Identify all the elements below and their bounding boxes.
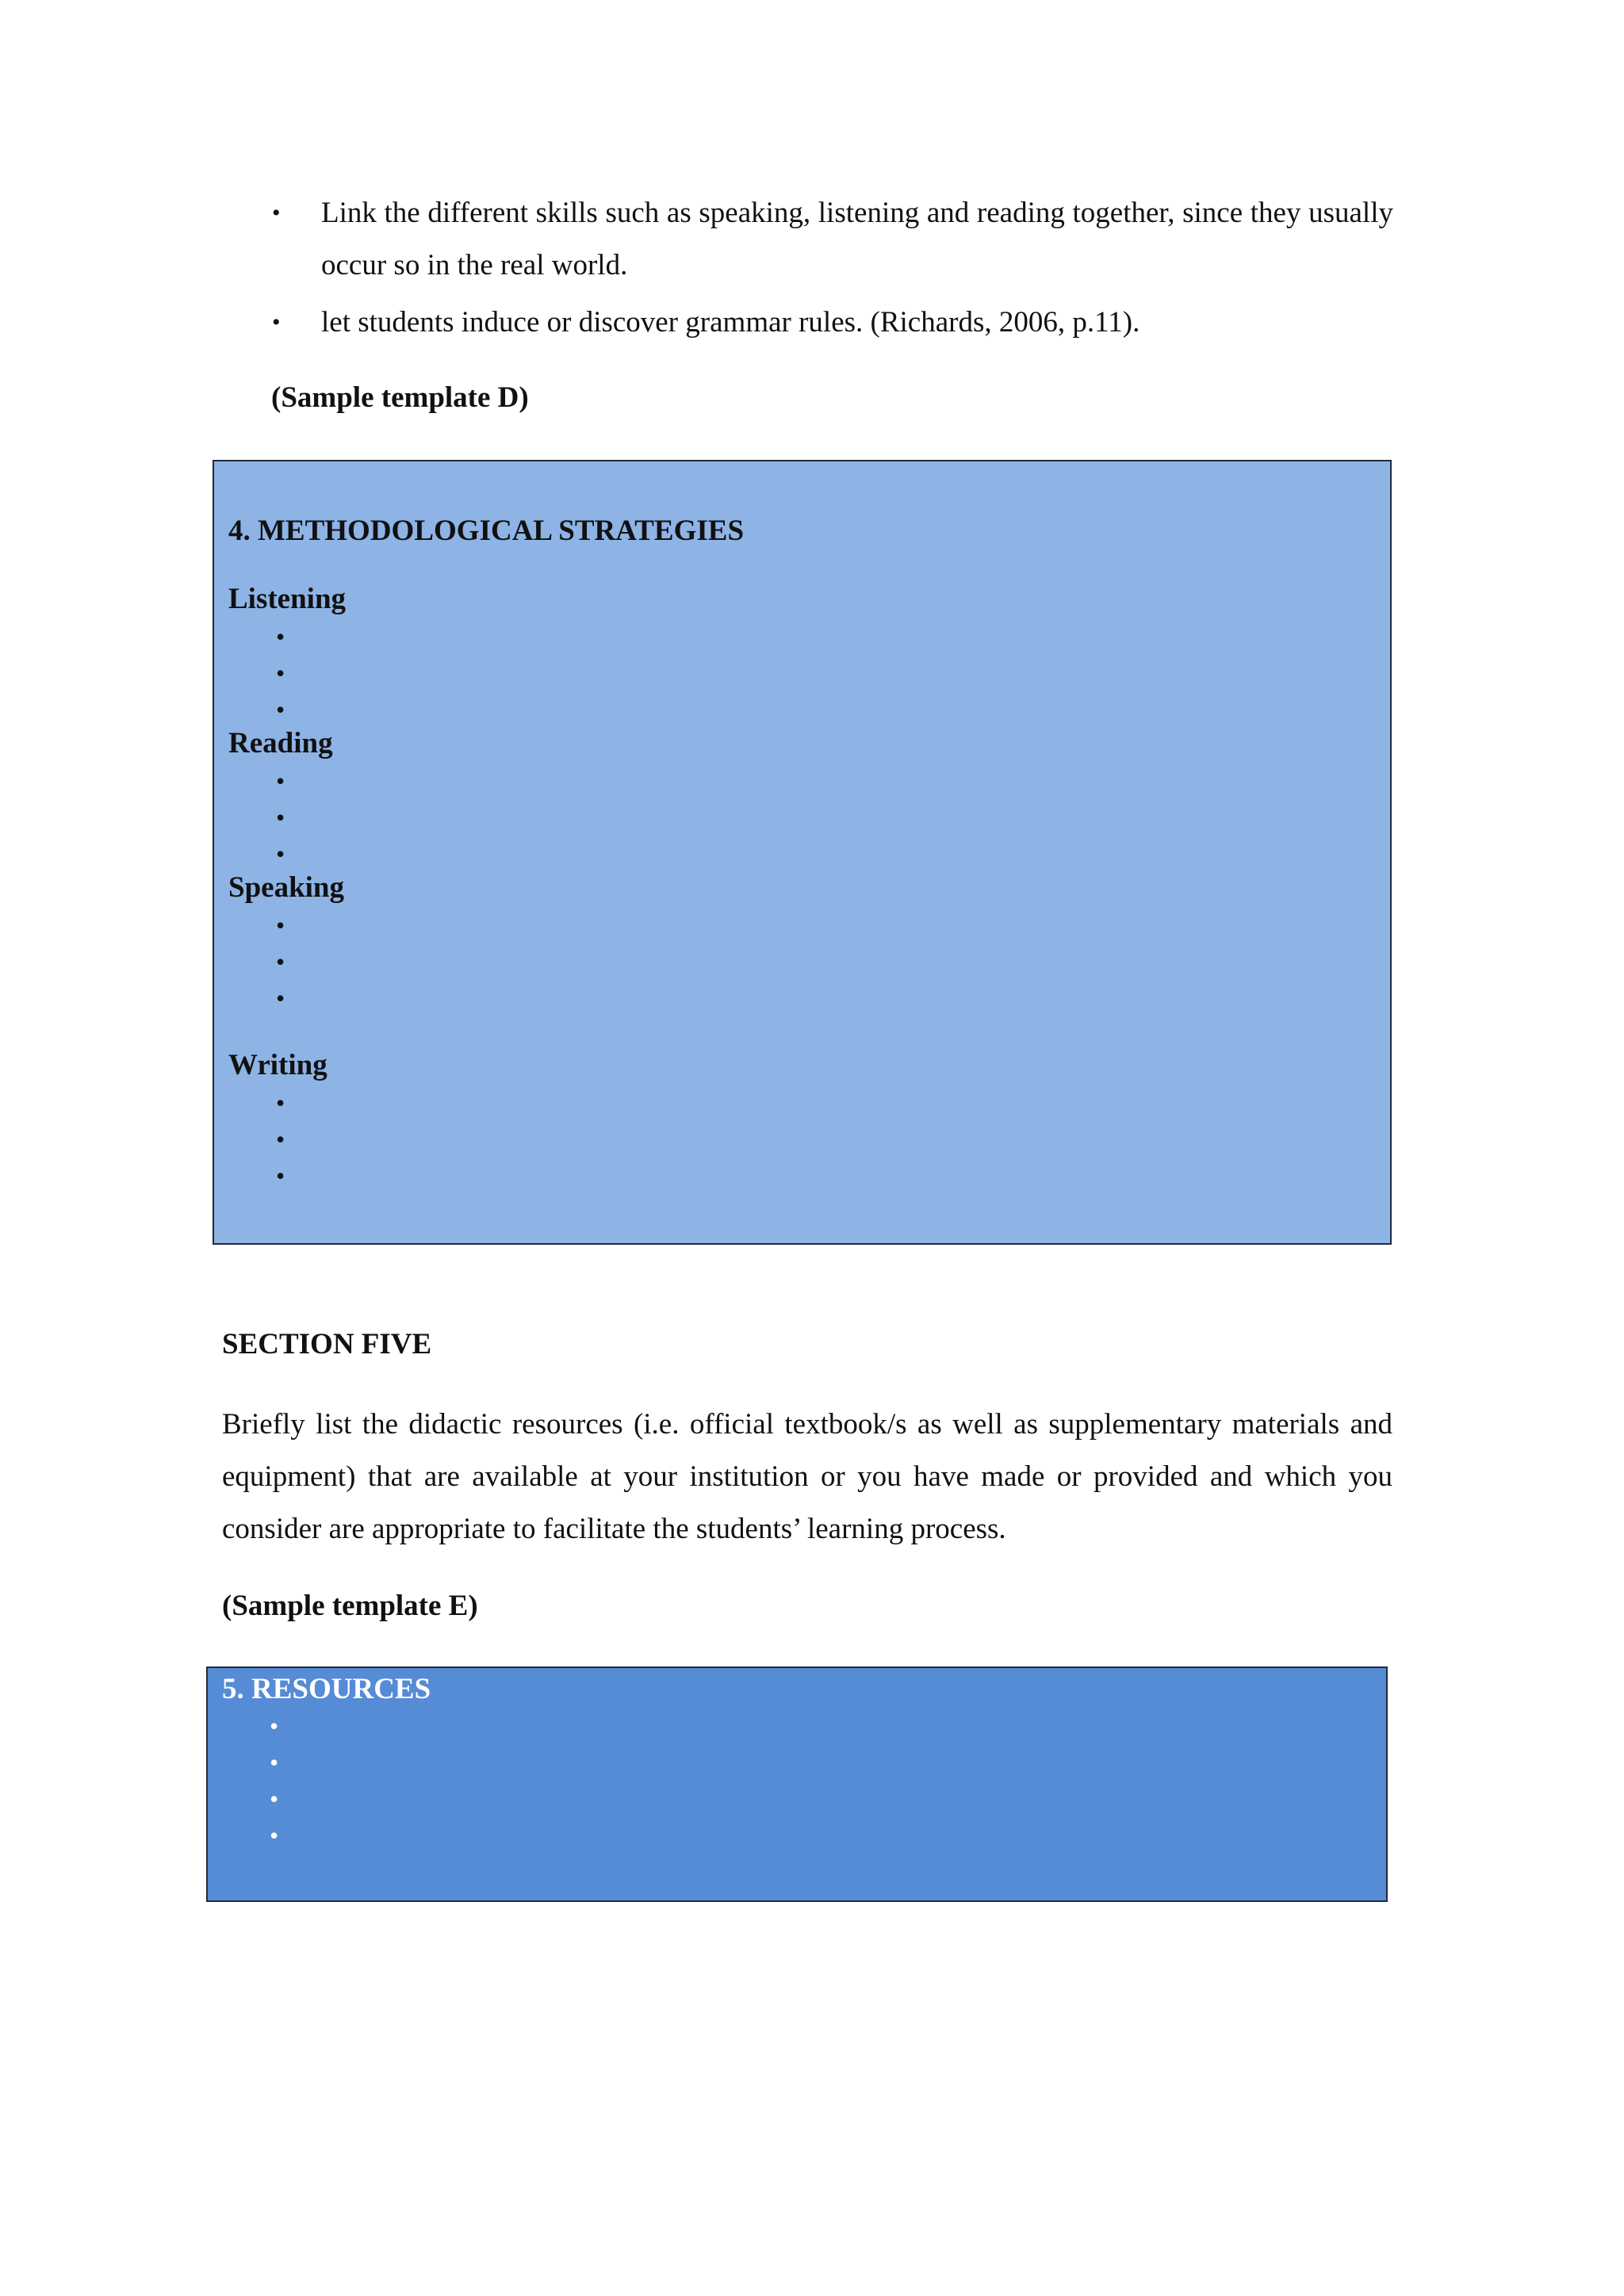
skill-label: Reading	[228, 727, 333, 760]
intro-bullet-item	[266, 297, 1393, 349]
bullet-icon: •	[272, 309, 281, 335]
bullet-icon: •	[276, 1089, 285, 1117]
bullet-icon: •	[276, 1161, 285, 1190]
bullet-icon: •	[276, 840, 285, 868]
skill-label: Speaking	[228, 871, 345, 904]
bullet-icon: •	[276, 767, 285, 795]
bullet-icon: •	[270, 1748, 279, 1777]
bullet-icon: •	[270, 1821, 279, 1850]
bullet-icon: •	[272, 200, 281, 226]
bullet-list	[228, 618, 346, 728]
bullet-icon: •	[276, 622, 285, 651]
skill-label: Listening	[228, 583, 347, 615]
section-five-heading: SECTION FIVE	[222, 1328, 432, 1360]
bullet-icon: •	[270, 1785, 279, 1813]
box-title: 5. RESOURCES	[222, 1673, 431, 1705]
skill-group-writing	[228, 1047, 327, 1194]
bullet-icon: •	[276, 911, 285, 939]
bullet-list	[228, 763, 333, 872]
section-five-paragraph: Briefly list the didactic resources (i.e. official textbook/s as well as supplementary materials and equipment) that are available at your institution or you have made or provided and which you consider are appropriate to facilitate the students’ learning process.	[222, 1408, 1392, 1545]
intro-bullet-text: let students induce or discover grammar rules. (Richards, 2006, p.11).	[321, 306, 1140, 339]
skill-group-speaking	[228, 869, 344, 1016]
bullet-icon: •	[276, 659, 285, 687]
sample-template-d-label: (Sample template D)	[271, 381, 529, 414]
sample-template-e-label: (Sample template E)	[222, 1590, 478, 1622]
resources-box	[206, 1667, 1388, 1902]
bullet-icon: •	[270, 1712, 279, 1740]
intro-bullet-list	[266, 187, 1393, 349]
bullet-list	[222, 1708, 278, 1854]
skill-group-listening	[228, 580, 346, 728]
intro-bullet-item	[266, 187, 1393, 292]
bullet-icon: •	[276, 947, 285, 976]
skill-label: Writing	[228, 1049, 327, 1081]
bullet-list	[228, 1085, 327, 1194]
skill-group-reading	[228, 725, 333, 872]
bullet-icon: •	[276, 1125, 285, 1154]
intro-bullet-text: Link the different skills such as speaking, listening and reading together, since they usually occur so in the real world.	[321, 197, 1393, 281]
bullet-icon: •	[276, 803, 285, 832]
methodological-strategies-box	[213, 460, 1392, 1245]
box-title: 4. METHODOLOGICAL STRATEGIES	[228, 515, 745, 547]
bullet-icon: •	[276, 984, 285, 1012]
bullet-list	[228, 907, 344, 1016]
bullet-icon: •	[276, 695, 285, 724]
